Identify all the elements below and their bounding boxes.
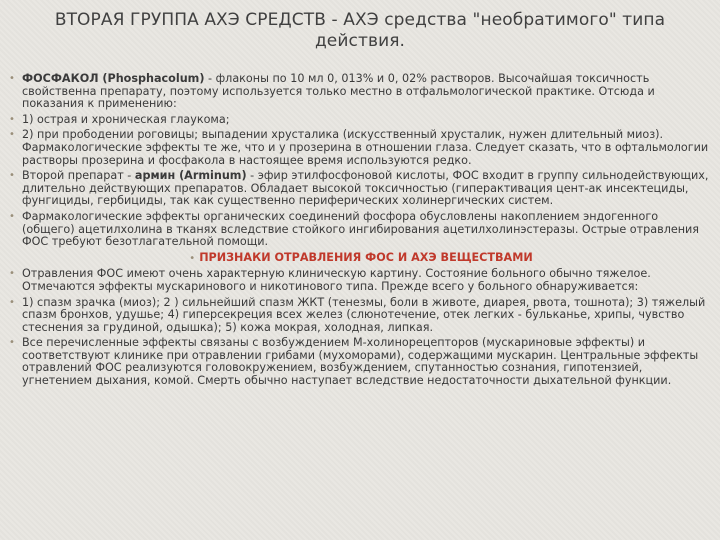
drug-name: армин (Arminum) — [134, 169, 247, 183]
item-text: 1) спазм зрачка (миоз); 2 ) сильнейший спазм ЖКТ (тенезмы, боли в животе, диарея, рвота, тошнота); 3) тяжелый спазм бронхов, удушье; 4) гиперсекреция всех желез (слюнотечение, отек легких - бульканье, хрипы, чувство стеснения за грудиной, одышка); 5) кожа мокрая, холодная, липкая. — [22, 295, 706, 334]
slide-title: ВТОРАЯ ГРУППА АХЭ СРЕДСТВ - АХЭ средства "необратимого" типа действия. — [54, 10, 666, 51]
list-item — [8, 114, 714, 127]
bullet-icon: • — [9, 170, 15, 182]
bullet-icon: • — [9, 268, 15, 280]
section-heading — [8, 252, 714, 266]
list-item — [8, 337, 714, 387]
list-item — [8, 297, 714, 335]
bullet-icon: • — [189, 252, 196, 264]
list-item — [8, 129, 714, 167]
heading-text: ПРИЗНАКИ ОТРАВЛЕНИЯ ФОС И АХЭ ВЕЩЕСТВАМИ — [199, 250, 533, 264]
item-text: Отравления ФОС имеют очень характерную клиническую картину. Состояние больного обычно тяжелое. Отмечаются эффекты мускаринового и никотинового типа. Прежде всего у больного обнаруживается: — [22, 267, 651, 293]
slide-content — [8, 73, 714, 391]
list-item — [8, 73, 714, 111]
item-text: Второй препарат - — [22, 169, 135, 183]
bullet-icon: • — [9, 129, 15, 141]
bullet-icon: • — [9, 337, 15, 349]
list-item — [8, 170, 714, 208]
list-item — [8, 268, 714, 293]
item-text: - флаконы по 10 мл 0, 013% и 0, 02% растворов. Высочайшая токсичность свойственна препарату, поэтому используется только местно в отфальмологической практике. Отсюда и показания к применению: — [22, 72, 655, 111]
item-text: - эфир этилфосфоновой кислоты, ФОС входит в группу сильнодействующих, длительно действующих препаратов. Обладает высокой токсичностью (гиперактивация цент-ак инсектециды, фунгициды, гербициды, так как существенно периферических холинергических систем. — [22, 169, 709, 208]
list-item — [8, 211, 714, 249]
bullet-icon: • — [9, 296, 15, 308]
bullet-icon: • — [9, 113, 15, 125]
drug-name: ФОСФАКОЛ (Phosphacolum) — [22, 72, 205, 85]
bullet-icon: • — [9, 210, 15, 222]
item-text: 2) при прободении роговицы; выпадении хрусталика (искусственный хрусталик, нужен длительный миоз). Фармакологические эффекты те же, что и у прозерина в отношении глаза. Следует сказать, что в офтальмологии растворы прозерина и фосфакола в настоящее время используются редко. — [22, 128, 709, 167]
item-text: 1) острая и хроническая глаукома; — [22, 112, 230, 126]
item-text: Фармакологические эффекты органических соединений фосфора обусловлены накоплением эндогенного (общего) ацетилхолина в тканях вследствие стойкого ингибирования ацетилхолинэстеразы. Острые отравления ФОС требуют безотлагательной помощи. — [22, 209, 700, 249]
item-text: Все перечисленные эффекты связаны с возбуждением М-холинорецепторов (мускариновые эффекты) и соответствуют клинике при отравлении грибами (мухоморами), содержащими мускарин. Центральные эффекты отравлений ФОС реализуются головокружением, возбуждением, спутанностью сознания, гипотензией, угнетением дыхания, комой. Смерть обычно наступает вследствие недостаточности дыхательной функции. — [22, 336, 699, 388]
bullet-icon: • — [9, 73, 15, 84]
